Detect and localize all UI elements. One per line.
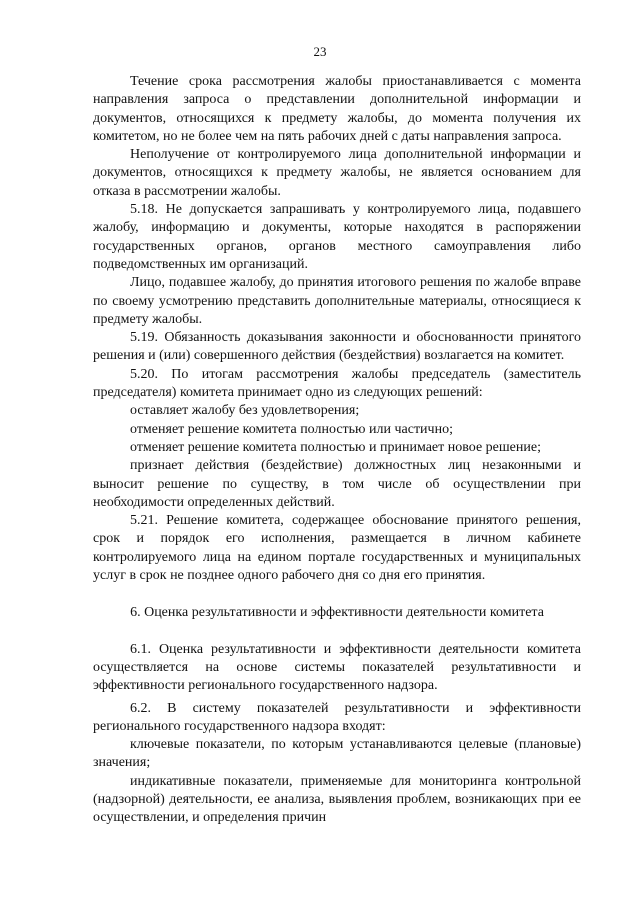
list-item: индикативные показатели, применяемые для мониторинга контрольной (надзорной) деятельности, ее анализа, выявления проблем, возникающих при ее осуществлении, и определения причин <box>93 773 581 826</box>
page-number: 23 <box>313 44 327 59</box>
list-item: оставляет жалобу без удовлетворения; <box>130 403 360 419</box>
list-item: отменяет решение комитета полностью или частично; <box>130 421 453 437</box>
paragraph-5-18: 5.18. Не допускается запрашивать у контролируемого лица, подавшего жалобу, информацию и документы, которые находятся в распоряжении государственных органов, органов местного самоуправления либо подведомственных им организаций. <box>93 202 581 272</box>
paragraph-5-20: 5.20. По итогам рассмотрения жалобы председатель (заместитель председателя) комитета принимает одно из следующих решений: <box>93 366 581 401</box>
paragraph: Неполучение от контролируемого лица дополнительной информации и документов, относящихся к предмету жалобы, не является основанием для отказа в рассмотрении жалобы. <box>93 147 581 199</box>
paragraph-5-21: 5.21. Решение комитета, содержащее обоснование принятого решения, срок и порядок его исполнения, размещается в личном кабинете контролируемого лица на едином портале государственных и муниципальных услуг в срок не позднее одного рабочего дня со дня его принятия. <box>93 513 581 584</box>
section-heading: 6. Оценка результативности и эффективности деятельности комитета <box>130 605 544 621</box>
list-item: ключевые показатели, по которым устанавливаются целевые (плановые) значения; <box>93 737 581 771</box>
paragraph-5-19: 5.19. Обязанность доказывания законности и обоснованности принятого решения и (или) совершенного действия (бездействия) возлагается на комитет. <box>93 330 581 364</box>
list-item: отменяет решение комитета полностью и принимает новое решение; <box>130 439 541 455</box>
document-body <box>93 73 581 828</box>
paragraph-6-1: 6.1. Оценка результативности и эффективности деятельности комитета осуществляется на основе системы показателей результативности и эффективности регионального государственного надзора. <box>93 641 581 694</box>
paragraph: Течение срока рассмотрения жалобы приостанавливается с момента направления запроса о представлении дополнительной информации и документов, относящихся к предмету жалобы, до момента получения их комитетом, но не более чем на пять рабочих дней с даты направления запроса. <box>93 74 581 144</box>
paragraph: Лицо, подавшее жалобу, до принятия итогового решения по жалобе вправе по своему усмотрению представить дополнительные материалы, относящиеся к предмету жалобы. <box>93 275 581 327</box>
list-item: признает действия (бездействие) должностных лиц незаконными и выносит решение по существу, в том числе об осуществлении при необходимости определенных действий. <box>93 458 581 510</box>
paragraph-6-2: 6.2. В систему показателей результативности и эффективности регионального государственного надзора входят: <box>93 700 581 734</box>
